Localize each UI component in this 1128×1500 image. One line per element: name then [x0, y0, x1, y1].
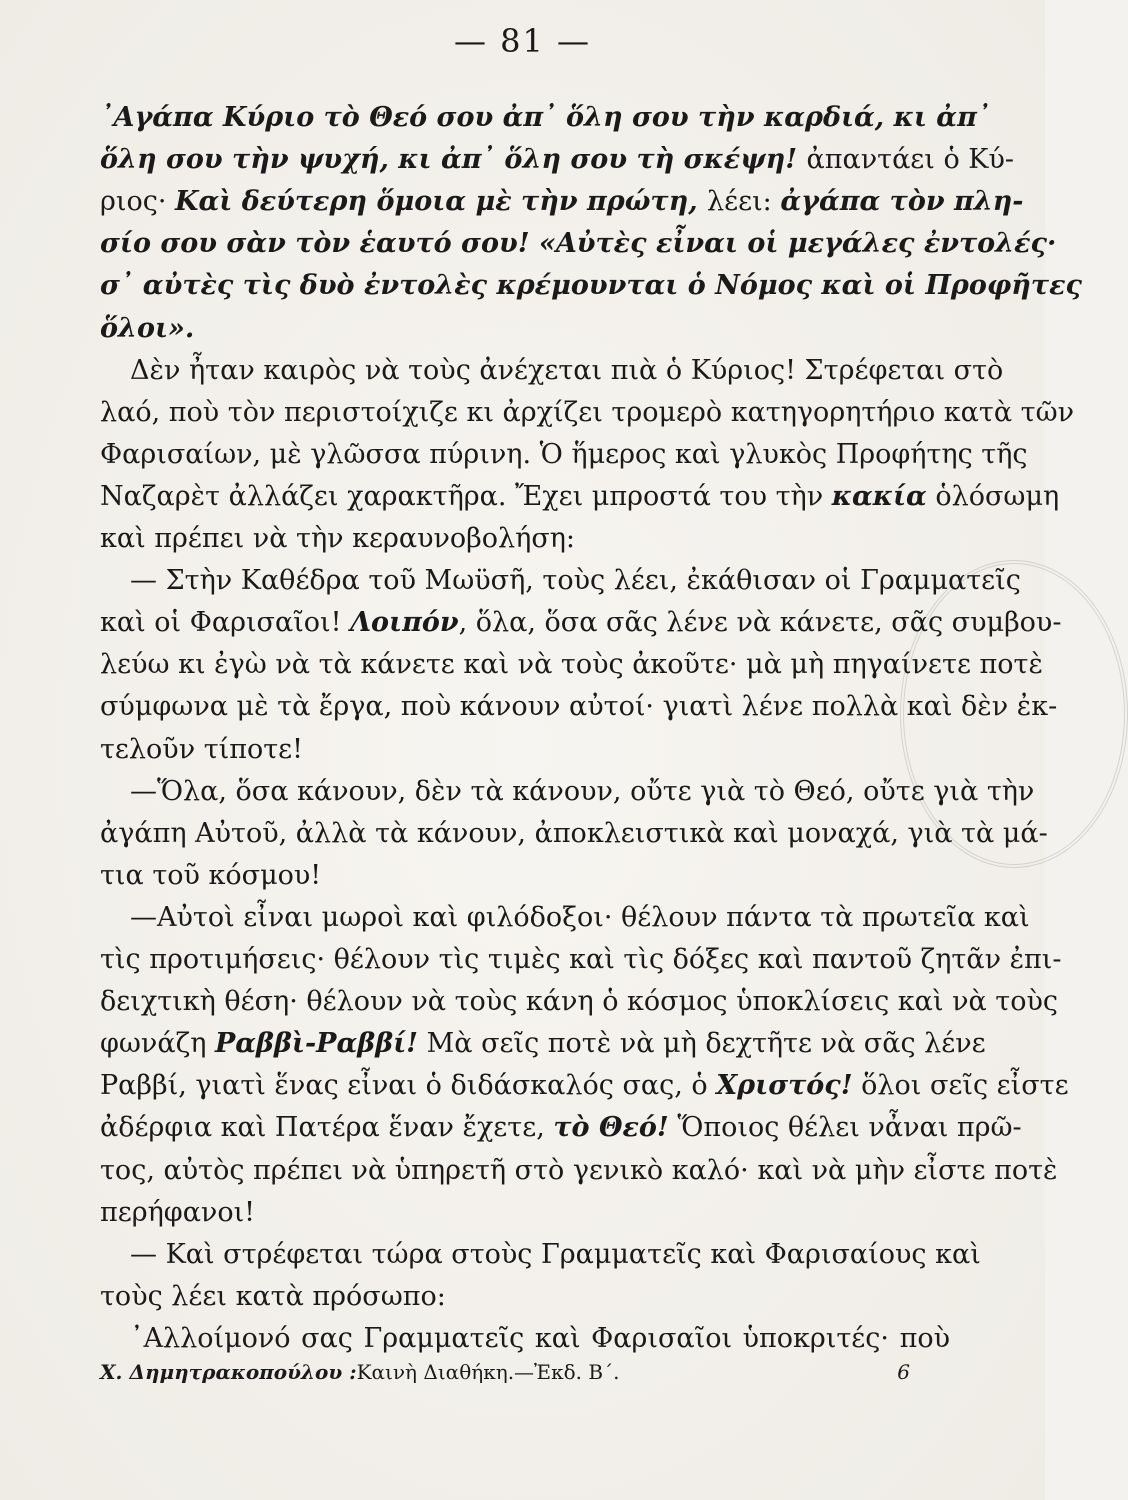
text-segment: καὶ οἱ Φαρισαῖοι! [100, 607, 351, 639]
text-line [100, 1110, 1022, 1146]
text-segment: Καὶ δεύτερη ὅμοια μὲ τὴν πρώτη, [175, 186, 707, 218]
page-footer [100, 1358, 950, 1386]
text-line [100, 647, 1043, 683]
text-segment: κακία [831, 480, 927, 512]
text-line [100, 1153, 1058, 1189]
text-line [100, 942, 1062, 978]
text-line [100, 816, 1048, 852]
text-segment: ὅλη σου τὴν ψυχή, κι ἀπ᾿ ὅλη σου τὴ σκέψη! [100, 144, 807, 176]
text-segment: ᾿Αγάπα Κύριο τὸ Θεό σου ἀπ᾿ ὅλη σου τὴν καρδιά, κι ἀπ᾿ [100, 102, 991, 133]
text-segment: τελοῦν τίποτε! [100, 733, 304, 765]
text-segment: Φαρισαίων, μὲ γλῶσσα πύρινη. Ὁ ἥμερος καὶ γλυκὸς Προφήτης τῆς [100, 438, 1028, 470]
text-line [130, 1237, 981, 1273]
text-segment: τια τοῦ κόσμου! [100, 859, 322, 891]
footer-author: Χ. Δημητρακοπούλου : [100, 1360, 357, 1384]
text-segment: σύμφωνα μὲ τὰ ἔργα, ποὺ κάνουν αὐτοί· γιατὶ λένε πολλὰ καὶ δὲν ἐκ- [100, 691, 1058, 723]
text-segment: —Αὐτοὶ εἶναι μωροὶ καὶ φιλόδοξοι· θέλουν πάντα τὰ πρωτεῖα καὶ [130, 901, 1030, 933]
text-line [100, 1279, 950, 1315]
text-line [100, 142, 1015, 178]
text-segment: ἀπαντάει ὁ Κύ- [806, 144, 1015, 176]
text-line [100, 984, 1059, 1020]
text-line [100, 479, 1060, 515]
text-segment: Λοιπόν [350, 607, 459, 639]
text-line [100, 311, 950, 347]
text-segment: τὸ Θεό! [553, 1112, 669, 1144]
text-segment: ὅλοι σεῖς εἶστε [852, 1070, 1069, 1102]
text-segment: ἀγάπα τὸν πλη- [780, 186, 1024, 218]
text-segment: ριος· [100, 186, 176, 218]
text-segment: Χριστός! [716, 1070, 853, 1102]
text-line [100, 521, 950, 557]
text-line [100, 858, 950, 894]
text-segment: ὁλόσωμη [926, 480, 1060, 512]
text-segment: Ραββὶ-Ραββί! [214, 1028, 419, 1060]
text-segment: Ναζαρὲτ ἀλλάζει χαρακτῆρα. Ἔχει μπροστά του τὴν [100, 480, 832, 512]
text-segment: περήφανοι! [100, 1196, 256, 1228]
text-segment: Μὰ σεῖς ποτὲ νὰ μὴ δεχτῆτε νὰ σᾶς λένε [418, 1028, 986, 1060]
text-line [100, 395, 1075, 431]
text-segment: λεύω κι ἐγὼ νὰ τὰ κάνετε καὶ νὰ τοὺς ἀκοῦτε· μὰ μὴ πηγαίνετε ποτὲ [100, 649, 1043, 681]
text-segment: σ᾿ αὐτὲς τὶς δυὸ ἐντολὲς κρέμουνται ὁ Νόμος καὶ οἱ Προφῆτες [100, 270, 1082, 302]
text-line [130, 900, 1030, 936]
text-segment: ὅλοι». [100, 312, 195, 344]
text-segment: λέει: [707, 186, 781, 218]
footer-title: Καινὴ Διαθήκη.—Ἐκδ. Β΄. [356, 1360, 620, 1384]
text-line [100, 1068, 1069, 1104]
text-segment: δειχτικὴ θέση· θέλουν νὰ τοὺς κάνη ὁ κόσμος ὑποκλίσεις καὶ νὰ τοὺς [100, 986, 1059, 1018]
text-segment: ἀδέρφια καὶ Πατέρα ἕναν ἔχετε, [100, 1112, 554, 1144]
text-segment: φωνάζη [100, 1028, 215, 1060]
text-line [100, 268, 1082, 304]
text-segment: καὶ πρέπει νὰ τὴν κεραυνοβολήση: [100, 523, 576, 554]
page-number: — 81 — [453, 22, 592, 60]
text-segment: τοὺς λέει κατὰ πρόσωπο: [100, 1280, 446, 1312]
text-segment: τος, αὐτὸς πρέπει νὰ ὑπηρετῆ στὸ γενικὸ καλό· καὶ νὰ μὴν εἶστε ποτὲ [100, 1154, 1058, 1186]
footer-signature: 6 [897, 1360, 910, 1384]
text-line [100, 226, 1057, 262]
text-line [130, 353, 1004, 389]
text-line [100, 100, 991, 136]
text-line [100, 732, 950, 768]
text-segment: — Στὴν Καθέδρα τοῦ Μωϋσῆ, τοὺς λέει, ἐκάθισαν οἱ Γραμματεῖς [130, 565, 1021, 597]
text-line [100, 437, 1028, 473]
text-line [130, 563, 1021, 599]
text-segment: ἀγάπη Αὐτοῦ, ἀλλὰ τὰ κάνουν, ἀποκλειστικὰ καὶ μοναχά, γιὰ τὰ μά- [100, 817, 1048, 849]
text-segment: Ὅποιος θέλει νἆναι πρῶ- [668, 1112, 1022, 1144]
text-segment: Δὲν ἦταν καιρὸς νὰ τοὺς ἀνέχεται πιὰ ὁ Κύριος! Στρέφεται στὸ [130, 354, 1004, 386]
text-segment: τὶς προτιμήσεις· θέλουν τὶς τιμὲς καὶ τὶς δόξες καὶ παντοῦ ζητᾶν ἐπι- [100, 944, 1062, 975]
text-segment: , ὅλα, ὅσα σᾶς λένε νὰ κάνετε, σᾶς συμβου- [458, 607, 1062, 639]
text-segment: Ραββί, γιατὶ ἕνας εἶναι ὁ διδάσκαλός σας, ὁ [100, 1070, 717, 1102]
text-line [130, 1321, 950, 1357]
text-segment: λαό, ποὺ τὸν περιστοίχιζε κι ἀρχίζει τρομερὸ κατηγορητήριο κατὰ τῶν [100, 396, 1075, 428]
text-line [100, 1026, 986, 1062]
text-segment: —Ὅλα, ὅσα κάνουν, δὲν τὰ κάνουν, οὔτε γιὰ τὸ Θεό, οὔτε γιὰ τὴν [130, 775, 1035, 807]
text-line [100, 1195, 950, 1231]
text-line [100, 605, 1062, 641]
text-segment: σίο σου σὰν τὸν ἑαυτό σου! «Αὐτὲς εἶναι οἱ μεγάλες ἐντολές· [100, 228, 1057, 260]
text-line [100, 689, 1058, 725]
text-segment: ᾿Αλλοίμονό σας Γραμματεῖς καὶ Φαρισαῖοι ὑποκριτές· ποὺ [130, 1322, 950, 1354]
text-line [130, 774, 1035, 810]
text-line [100, 184, 1024, 220]
text-segment: — Καὶ στρέφεται τώρα στοὺς Γραμματεῖς καὶ Φαρισαίους καὶ [130, 1238, 981, 1270]
